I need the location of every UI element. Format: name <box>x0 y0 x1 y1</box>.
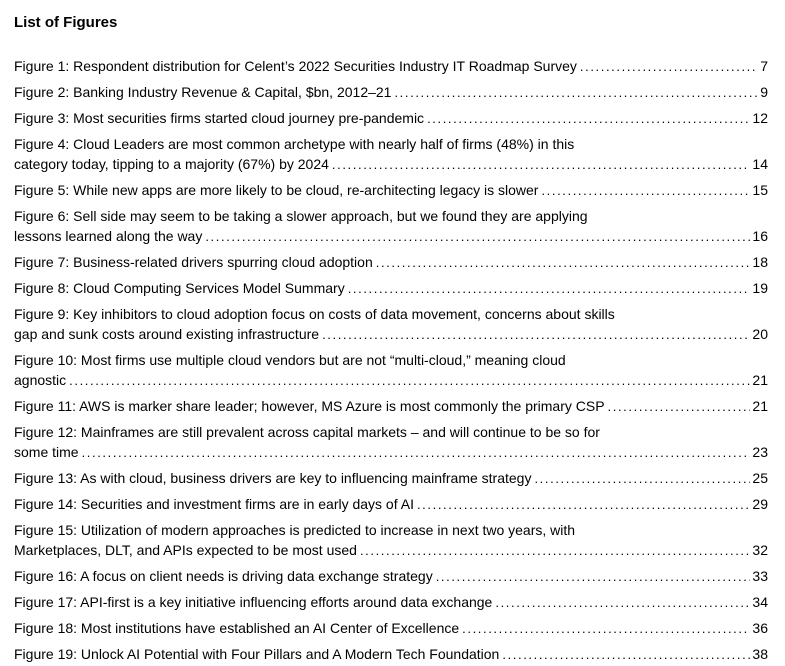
page-number: 15 <box>752 182 768 198</box>
entry-line <box>14 520 768 540</box>
entry-line <box>14 442 768 463</box>
page-number: 25 <box>752 470 768 486</box>
figure-entry-text: Figure 3: Most securities firms started cloud journey pre-pandemic <box>14 110 425 126</box>
entry-line <box>14 494 768 515</box>
figure-entry-text: Marketplaces, DLT, and APIs expected to be most used <box>14 542 357 558</box>
dot-leader <box>534 469 750 489</box>
figure-entry[interactable] <box>14 304 768 345</box>
entry-line <box>14 278 768 299</box>
figure-entry-text: Figure 8: Cloud Computing Services Model Summary <box>14 280 345 296</box>
figure-entry-text: Figure 12: Mainframes are still prevalent across capital markets – and will continue to be so for <box>14 424 600 440</box>
dot-leader <box>436 567 751 587</box>
figure-entry-text: Figure 17: API-first is a key initiative influencing efforts around data exchange <box>14 594 493 610</box>
page-number: 12 <box>752 110 768 126</box>
entry-line <box>14 540 768 561</box>
figure-entry-text: Figure 2: Banking Industry Revenue & Capital, $bn, 2012–21 <box>14 84 392 100</box>
entry-line <box>14 566 768 587</box>
page-number: 34 <box>752 594 768 610</box>
dot-leader <box>82 443 751 463</box>
figure-entry-text: Figure 19: Unlock AI Potential with Four Pillars and A Modern Tech Foundation <box>14 646 500 662</box>
figure-entry[interactable] <box>14 56 768 77</box>
figure-entry[interactable] <box>14 180 768 201</box>
figure-entry[interactable] <box>14 350 768 391</box>
figure-entry-text: Figure 13: As with cloud, business drivers are key to influencing mainframe strategy <box>14 470 532 486</box>
dot-leader <box>69 371 750 391</box>
figure-entry-text: Figure 16: A focus on client needs is driving data exchange strategy <box>14 568 433 584</box>
page-number: 33 <box>752 568 768 584</box>
figure-entry[interactable] <box>14 566 768 587</box>
figure-entry[interactable] <box>14 278 768 299</box>
dot-leader <box>502 645 750 665</box>
page-number: 7 <box>760 58 768 74</box>
dot-leader <box>417 495 750 515</box>
dot-leader <box>348 279 751 299</box>
figure-entry[interactable] <box>14 644 768 665</box>
entry-line <box>14 592 768 613</box>
figure-entry-text: lessons learned along the way <box>14 228 203 244</box>
dot-leader <box>580 57 758 77</box>
entry-line <box>14 180 768 201</box>
dot-leader <box>608 397 751 417</box>
entry-line <box>14 468 768 489</box>
dot-leader <box>376 253 751 273</box>
figure-entry[interactable] <box>14 592 768 613</box>
figure-entry[interactable] <box>14 520 768 561</box>
page-number: 23 <box>752 444 768 460</box>
dot-leader <box>462 619 750 639</box>
dot-leader <box>495 593 750 613</box>
entry-line <box>14 206 768 226</box>
entry-line <box>14 644 768 665</box>
figure-entry[interactable] <box>14 468 768 489</box>
entry-line <box>14 226 768 247</box>
figure-entry-text: Figure 1: Respondent distribution for Celent’s 2022 Securities Industry IT Roadmap Survey <box>14 58 577 74</box>
figure-entry-text: Figure 7: Business-related drivers spurring cloud adoption <box>14 254 373 270</box>
dot-leader <box>205 227 750 247</box>
list-of-figures <box>14 56 768 665</box>
entry-line <box>14 396 768 417</box>
page-number: 9 <box>760 84 768 100</box>
figure-entry-text: Figure 4: Cloud Leaders are most common archetype with nearly half of firms (48%) in this <box>14 136 575 152</box>
figure-entry-text: Figure 5: While new apps are more likely to be cloud, re-architecting legacy is slower <box>14 182 539 198</box>
page-number: 20 <box>752 326 768 342</box>
figure-entry[interactable] <box>14 494 768 515</box>
entry-line <box>14 324 768 345</box>
figure-entry-text: category today, tipping to a majority (67%) by 2024 <box>14 156 329 172</box>
figure-entry[interactable] <box>14 396 768 417</box>
entry-line <box>14 56 768 77</box>
page-number: 36 <box>752 620 768 636</box>
page-number: 19 <box>752 280 768 296</box>
entry-line <box>14 304 768 324</box>
dot-leader <box>360 541 750 561</box>
entry-line <box>14 350 768 370</box>
figure-entry-text: Figure 9: Key inhibitors to cloud adoption focus on costs of data movement, concerns about skills <box>14 306 615 322</box>
entry-line <box>14 618 768 639</box>
figure-entry-text: Figure 15: Utilization of modern approaches is predicted to increase in next two years, with <box>14 522 576 538</box>
figure-entry[interactable] <box>14 206 768 247</box>
entry-line <box>14 370 768 391</box>
page-number: 18 <box>752 254 768 270</box>
page-number: 38 <box>752 646 768 662</box>
figure-entry-text: gap and sunk costs around existing infrastructure <box>14 326 320 342</box>
dot-leader <box>322 325 750 345</box>
figure-entry-text: Figure 18: Most institutions have established an AI Center of Excellence <box>14 620 460 636</box>
entry-line <box>14 422 768 442</box>
page-number: 21 <box>752 372 768 388</box>
page-number: 21 <box>752 398 768 414</box>
dot-leader <box>332 155 751 175</box>
dot-leader <box>427 109 750 129</box>
entry-line <box>14 154 768 175</box>
dot-leader <box>541 181 750 201</box>
entry-line <box>14 252 768 273</box>
figure-entry-text: Figure 11: AWS is marker share leader; however, MS Azure is most commonly the primary CSP <box>14 398 605 414</box>
page-number: 16 <box>752 228 768 244</box>
figure-entry-text: Figure 10: Most firms use multiple cloud vendors but are not “multi-cloud,” meaning cloud <box>14 352 566 368</box>
figure-entry-text: agnostic <box>14 372 67 388</box>
figure-entry[interactable] <box>14 82 768 103</box>
figure-entry[interactable] <box>14 422 768 463</box>
dot-leader <box>394 83 758 103</box>
page-title: List of Figures <box>14 14 118 31</box>
entry-line <box>14 134 768 154</box>
figure-entry[interactable] <box>14 108 768 129</box>
figure-entry-text: some time <box>14 444 79 460</box>
figure-entry[interactable] <box>14 618 768 639</box>
page-number: 32 <box>752 542 768 558</box>
figure-entry-text: Figure 6: Sell side may seem to be taking a slower approach, but we found they are applying <box>14 208 588 224</box>
entry-line <box>14 82 768 103</box>
figure-entry[interactable] <box>14 252 768 273</box>
figure-entry-text: Figure 14: Securities and investment firms are in early days of AI <box>14 496 414 512</box>
figure-entry[interactable] <box>14 134 768 175</box>
page-number: 29 <box>752 496 768 512</box>
entry-line <box>14 108 768 129</box>
page-number: 14 <box>752 156 768 172</box>
